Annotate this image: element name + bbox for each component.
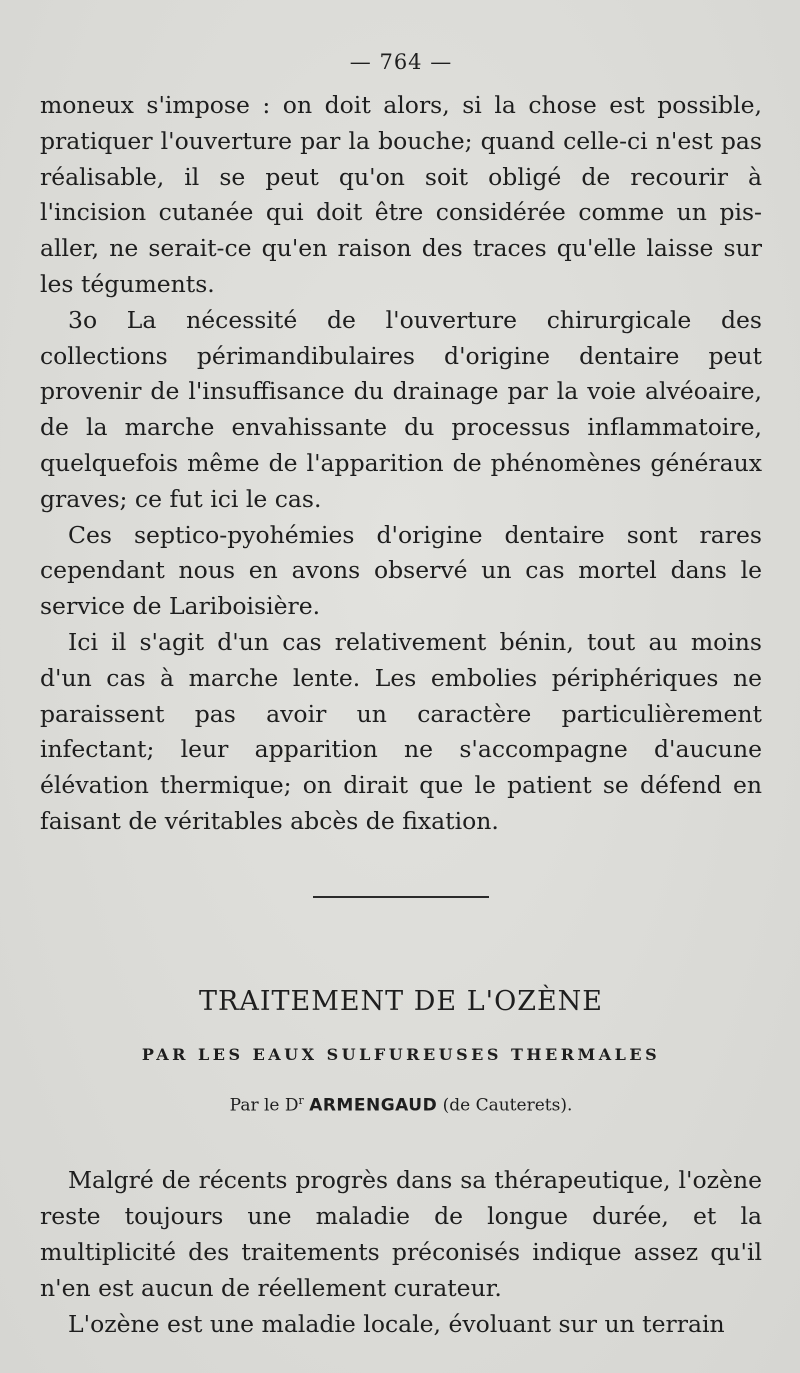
article-body	[40, 1163, 762, 1342]
byline-author: ARMENGAUD	[309, 1095, 438, 1116]
paragraph-benign-case: Ici il s'agit d'un cas relativement bénin, tout au moins d'un cas à marche lente. Les embolies périphériques ne paraissent pas avoir un caractère particulièrement infectant; leur apparition ne s'accompagne d'aucune élévation thermique; on dirait que le patient se défend en faisant de véritables abcès de fixation.	[40, 627, 762, 835]
byline-sup: r	[298, 1093, 304, 1107]
byline-suffix: (de Cauterets).	[442, 1095, 573, 1116]
page-number: — 764 —	[349, 50, 453, 74]
article-byline	[40, 1094, 762, 1116]
paragraph-necessity: 3o La nécessité de l'ouverture chirurgicale des collections périmandibulaires d'origine dentaire peut provenir de l'insuffisance du drainage par la voie alvéoaire, de la marche envahissante du processus inflammatoire, quelquefois même de l'apparition de phénomènes généraux graves; ce fut ici le cas.	[40, 305, 762, 513]
article-title: TRAITEMENT DE L'OZÈNE	[198, 985, 604, 1017]
article-paragraph-local: L'ozène est une maladie locale, évoluant sur un terrain	[68, 1309, 725, 1338]
article-subtitle: PAR LES EAUX SULFUREUSES THERMALES	[141, 1044, 661, 1064]
byline-prefix: Par le D	[229, 1095, 299, 1116]
paragraph-continuation: moneux s'impose : on doit alors, si la chose est possible, pratiquer l'ouverture par la bouche; quand celle-ci n'est pas réalisable, il se peut qu'on soit obligé de recourir à l'incision cutanée qui doit être considérée comme un pis-aller, ne serait-ce qu'en raison des traces qu'elle laisse sur les téguments.	[40, 91, 762, 298]
section-divider	[313, 896, 489, 898]
paragraph-septico: Ces septico-pyohémies d'origine dentaire sont rares cependant nous en avons observé un cas mortel dans le service de Lariboisière.	[40, 520, 762, 621]
article-paragraph-intro: Malgré de récents progrès dans sa thérapeutique, l'ozène reste toujours une maladie de longue durée, et la multiplicité des traitements préconisés indique assez qu'il n'en est aucun de réellement curateur.	[40, 1166, 762, 1302]
